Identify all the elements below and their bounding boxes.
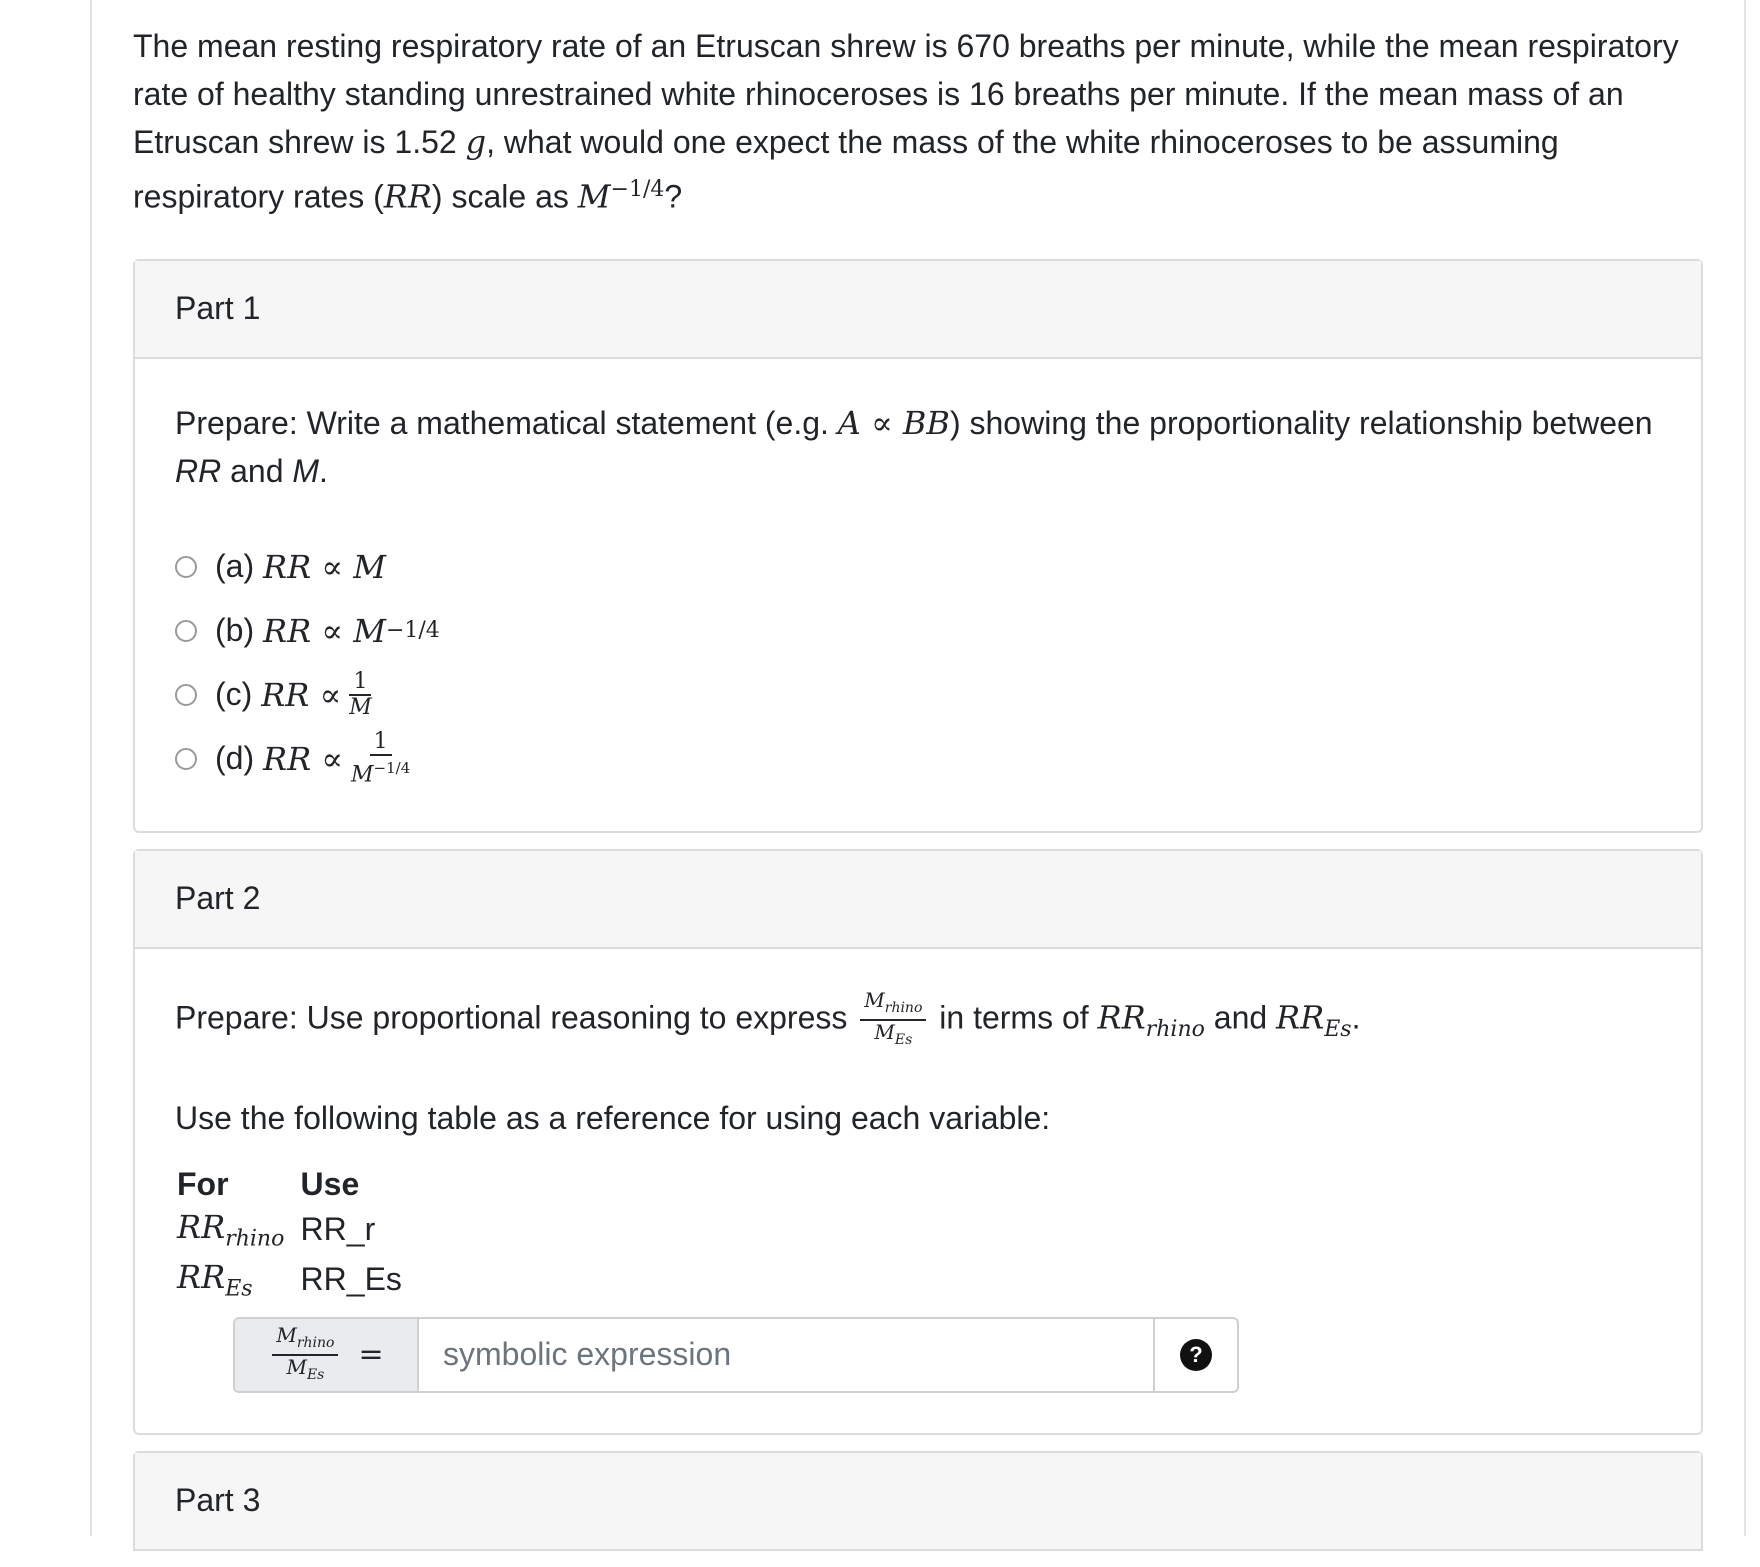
- option-label: (d): [215, 740, 255, 777]
- answer-options: [175, 535, 1661, 791]
- part-2-prompt: [175, 989, 1661, 1054]
- table-row: [177, 1203, 431, 1253]
- option-label: (c): [215, 676, 253, 713]
- rr-es-symbol: RR: [1276, 998, 1325, 1037]
- ratio-denominator: [870, 1021, 916, 1051]
- prompt-text: Prepare: Use proportional reasoning to express: [175, 999, 857, 1036]
- table-cell-use: RR_r: [300, 1211, 376, 1247]
- radio-button-c[interactable]: [175, 684, 197, 706]
- radio-button-a[interactable]: [175, 556, 197, 578]
- prompt-text: .: [319, 452, 328, 489]
- ratio-den-subscript: Es: [306, 1366, 325, 1383]
- prompt-text: and: [1204, 999, 1277, 1036]
- variable-symbol: RR: [177, 1207, 226, 1246]
- fraction-denominator: M: [349, 694, 372, 720]
- part-1-prompt: [175, 399, 1661, 495]
- ratio-num-symbol: M: [864, 987, 885, 1012]
- ratio-num-subscript: rhino: [884, 999, 923, 1016]
- part-1-body: [135, 359, 1701, 831]
- var-rr: RR: [175, 452, 222, 489]
- option-c[interactable]: [175, 663, 1661, 727]
- variable-subscript: Es: [225, 1276, 253, 1302]
- rr-es-subscript: Es: [1324, 1016, 1352, 1042]
- unit-g: g: [465, 123, 487, 161]
- prompt-text: in terms of: [930, 999, 1098, 1036]
- question-text: [133, 22, 1703, 221]
- part-3-header: Part 3: [135, 1453, 1701, 1551]
- ratio-den-symbol: M: [286, 1354, 307, 1379]
- denominator-base: M: [351, 762, 374, 788]
- ratio-num-subscript: rhino: [296, 1334, 335, 1351]
- ratio-num-symbol: M: [276, 1322, 297, 1347]
- part-1-header: Part 1: [135, 261, 1701, 359]
- ratio-numerator: [272, 1324, 338, 1356]
- input-label: [235, 1319, 419, 1391]
- ratio-den-symbol: M: [874, 1019, 895, 1044]
- option-a[interactable]: [175, 535, 1661, 599]
- table-cell-for: [177, 1203, 301, 1253]
- option-expr: RR ∝: [261, 675, 342, 714]
- question-content: [133, 22, 1703, 1567]
- help-button[interactable]: [1153, 1319, 1237, 1391]
- symbolic-expression-input[interactable]: [419, 1319, 1153, 1391]
- rr-rhino-subscript: rhino: [1145, 1016, 1205, 1042]
- intro-text-3: ) scale as: [431, 178, 578, 215]
- radio-button-d[interactable]: [175, 748, 197, 770]
- ratio-den-subscript: Es: [894, 1031, 913, 1048]
- column-header-use: Use: [300, 1165, 360, 1202]
- variable-symbol: RR: [177, 1257, 226, 1296]
- table-cell-use: RR_Es: [300, 1261, 402, 1297]
- variable-reference-table: [177, 1156, 431, 1303]
- radio-button-b[interactable]: [175, 620, 197, 642]
- exponent: −1/4: [610, 177, 665, 202]
- option-expr: RR ∝ M: [263, 547, 386, 586]
- part-2-card: [133, 849, 1703, 1435]
- option-label: (b): [215, 612, 255, 649]
- fraction: [345, 670, 376, 720]
- table-intro: Use the following table as a reference for using each variable:: [175, 1099, 1051, 1136]
- fraction: [347, 730, 414, 787]
- prompt-text: Prepare: Write a mathematical statement (e.g.: [175, 404, 838, 441]
- table-header-row: [177, 1156, 431, 1203]
- answer-input-group: [233, 1317, 1239, 1393]
- option-expr: RR ∝ M: [263, 611, 386, 650]
- mass-ratio: [860, 989, 926, 1051]
- variable-subscript: rhino: [225, 1226, 285, 1252]
- denominator-exponent: −1/4: [373, 758, 411, 777]
- right-border: [1744, 0, 1746, 1536]
- ratio-numerator: [860, 989, 926, 1021]
- prompt-text: .: [1351, 999, 1361, 1036]
- option-label: (a): [215, 548, 255, 585]
- mass-ratio: [272, 1324, 338, 1386]
- fraction-numerator: 1: [370, 730, 392, 756]
- prompt-text: ) showing the proportionality relationship between: [949, 404, 1653, 441]
- intro-text-1: The mean resting respiratory rate of an Etruscan shrew is 670 breaths per minute, while the mean respiratory rate of healthy standing unrestrained white rhinoceroses is 16 breaths per minute. If the mean mass of an Etruscan shrew is 1.52: [133, 28, 1679, 160]
- m-symbol: M: [577, 177, 611, 216]
- prompt-text: and: [221, 452, 293, 489]
- option-d[interactable]: [175, 727, 1661, 791]
- part-2-header: Part 2: [135, 851, 1701, 949]
- var-m: M: [292, 452, 320, 489]
- option-b[interactable]: [175, 599, 1661, 663]
- rr-symbol: RR: [383, 177, 432, 216]
- option-expr: RR ∝: [263, 739, 344, 778]
- ratio-denominator: [282, 1356, 328, 1386]
- left-border: [90, 0, 92, 1536]
- option-exponent: −1/4: [385, 618, 440, 644]
- intro-text-4: ?: [664, 178, 683, 215]
- question-mark-icon[interactable]: ?: [1180, 1339, 1212, 1371]
- table-cell-for: [177, 1253, 301, 1303]
- equals-sign: =: [358, 1337, 384, 1372]
- fraction-denominator: [347, 756, 414, 787]
- fraction-numerator: 1: [349, 670, 371, 696]
- part-2-body: [135, 949, 1701, 1433]
- rr-rhino-symbol: RR: [1097, 998, 1146, 1037]
- example-expr: A ∝ BB: [837, 403, 950, 442]
- part-1-card: [133, 259, 1703, 833]
- table-row: [177, 1253, 431, 1303]
- intro-text-2: , what would one expect the mass of the white rhinoceroses to be assuming respiratory rates (: [133, 124, 1559, 215]
- column-header-for: For: [177, 1165, 229, 1202]
